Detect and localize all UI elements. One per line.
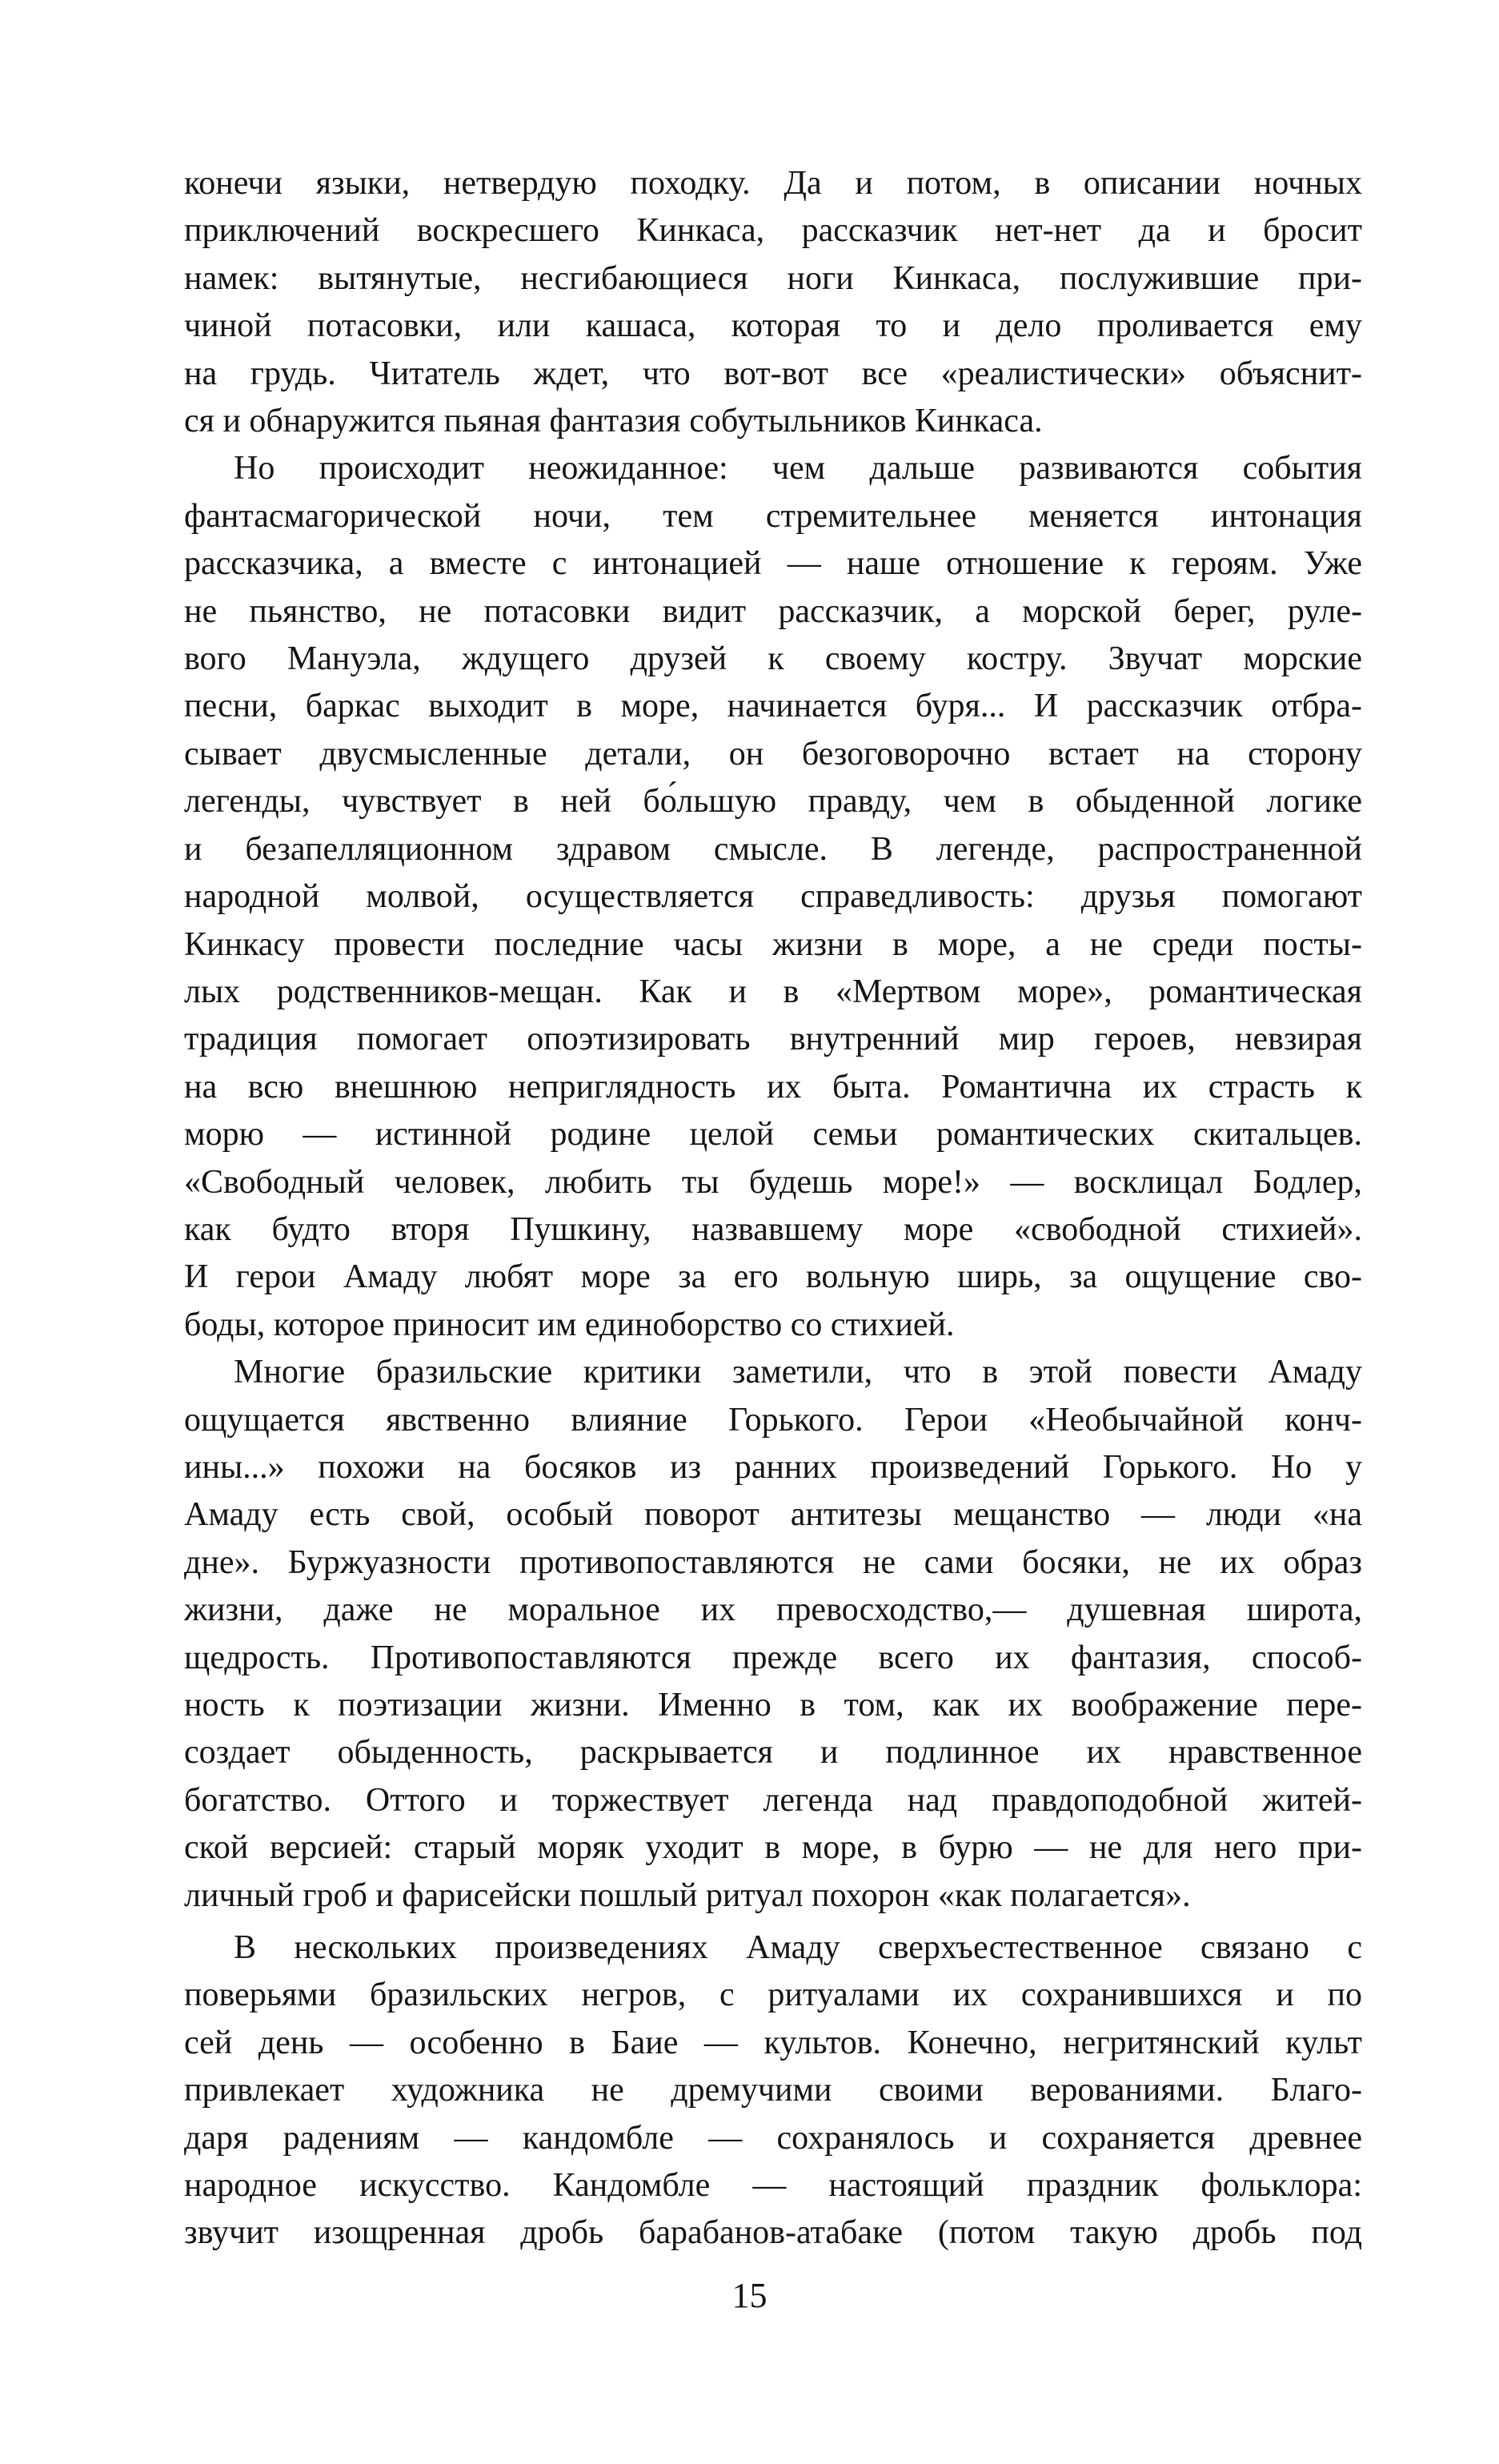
text-line: ской версией: старый моряк уходит в море, в бурю — не для него при- <box>184 1829 1362 1867</box>
text-line: конечи языки, нетвердую походку. Да и потом, в описании ночных <box>184 165 1362 202</box>
text-line: народной молвой, осуществляется справедливость: друзья помогают <box>184 878 1362 916</box>
text-line: И герои Амаду любят море за его вольную ширь, за ощущение сво- <box>184 1258 1362 1296</box>
text-line: сывает двусмысленные детали, он безоговорочно встает на сторону <box>184 735 1362 773</box>
text-line: даря радениям — кандомбле — сохранялось и сохраняется древнее <box>184 2119 1362 2157</box>
text-line: на грудь. Читатель ждет, что вот-вот все «реалистически» объяснит- <box>184 355 1362 392</box>
text-line: В нескольких произведениях Амаду сверхъестественное связано с <box>234 1929 1362 1967</box>
text-line: Многие бразильские критики заметили, что в этой повести Амаду <box>234 1354 1362 1391</box>
text-line: ся и обнаружится пьяная фантазия собутыльников Кинкаса. <box>184 403 1043 440</box>
text-line: ощущается явственно влияние Горького. Герои «Необычайной конч- <box>184 1401 1362 1439</box>
text-line: поверьями бразильских негров, с ритуалами их сохранившихся и по <box>184 1976 1362 2014</box>
text-line: вого Мануэла, ждущего друзей к своему костру. Звучат морские <box>184 640 1362 678</box>
text-line: «Свободный человек, любить ты будешь море!» — восклицал Бодлер, <box>184 1163 1362 1201</box>
text-line: не пьянство, не потасовки видит рассказчик, а морской берег, руле- <box>184 592 1362 630</box>
text-line: щедрость. Противопоставляются прежде всего их фантазия, способ- <box>184 1639 1362 1676</box>
text-line: морю — истинной родине целой семьи романтических скитальцев. <box>184 1116 1362 1154</box>
paragraph-4 <box>184 1924 1362 2257</box>
paragraph-2 <box>184 445 1362 1349</box>
paragraph-1 <box>184 160 1362 445</box>
text-line: создает обыденность, раскрывается и подлинное их нравственное <box>184 1734 1362 1772</box>
text-line: боды, которое приносит им единоборство со стихией. <box>184 1306 955 1343</box>
text-line: как будто вторя Пушкину, назвавшему море «свободной стихией». <box>184 1210 1362 1248</box>
text-line: звучит изощренная дробь барабанов-атабаке (потом такую дробь под <box>184 2214 1362 2252</box>
text-line: на всю внешнюю неприглядность их быта. Романтична их страсть к <box>184 1068 1362 1106</box>
text-line: Но происходит неожиданное: чем дальше развиваются события <box>234 450 1362 488</box>
text-line: дне». Буржуазности противопоставляются не сами босяки, не их образ <box>184 1543 1362 1581</box>
text-line: Кинкасу провести последние часы жизни в море, а не среди посты- <box>184 925 1362 963</box>
text-line: лых родственников-мещан. Как и в «Мертвом море», романтическая <box>184 973 1362 1010</box>
text-line: богатство. Оттого и торжествует легенда над правдоподобной житей- <box>184 1781 1362 1819</box>
text-line: личный гроб и фарисейски пошлый ритуал похорон «как полагается». <box>184 1876 1191 1914</box>
text-line: сей день — особенно в Баие — культов. Конечно, негритянский культ <box>184 2024 1362 2061</box>
text-line: привлекает художника не дремучими своими верованиями. Благо- <box>184 2072 1362 2109</box>
text-line: намек: вытянутые, несгибающиеся ноги Кинкаса, послужившие при- <box>184 259 1362 297</box>
text-line: песни, баркас выходит в море, начинается буря... И рассказчик отбра- <box>184 688 1362 725</box>
text-line: и безапелляционном здравом смысле. В легенде, распространенной <box>184 830 1362 868</box>
text-line: легенды, чувствует в ней бо́льшую правду, чем в обыденной логике <box>184 783 1362 821</box>
text-line: ность к поэтизации жизни. Именно в том, как их воображение пере- <box>184 1687 1362 1724</box>
text-line: чиной потасовки, или кашаса, которая то и дело проливается ему <box>184 307 1362 345</box>
text-line: фантасмагорической ночи, тем стремительнее меняется интонация <box>184 497 1362 535</box>
text-line: приключений воскресшего Кинкаса, рассказчик нет-нет да и бросит <box>184 212 1362 250</box>
text-line: народное искусство. Кандомбле — настоящий праздник фольклора: <box>184 2167 1362 2205</box>
text-line: Амаду есть свой, особый поворот антитезы мещанство — люди «на <box>184 1496 1362 1534</box>
paragraph-3 <box>184 1349 1362 1920</box>
text-line: традиция помогает опоэтизировать внутренний мир героев, невзирая <box>184 1021 1362 1058</box>
page-number: 15 <box>731 2276 768 2315</box>
text-line: рассказчика, а вместе с интонацией — наше отношение к героям. Уже <box>184 545 1362 583</box>
page-body <box>184 160 1362 2257</box>
text-line: ины...» похожи на босяков из ранних произведений Горького. Но у <box>184 1448 1362 1486</box>
text-line: жизни, даже не моральное их превосходство,— душевная широта, <box>184 1591 1362 1629</box>
